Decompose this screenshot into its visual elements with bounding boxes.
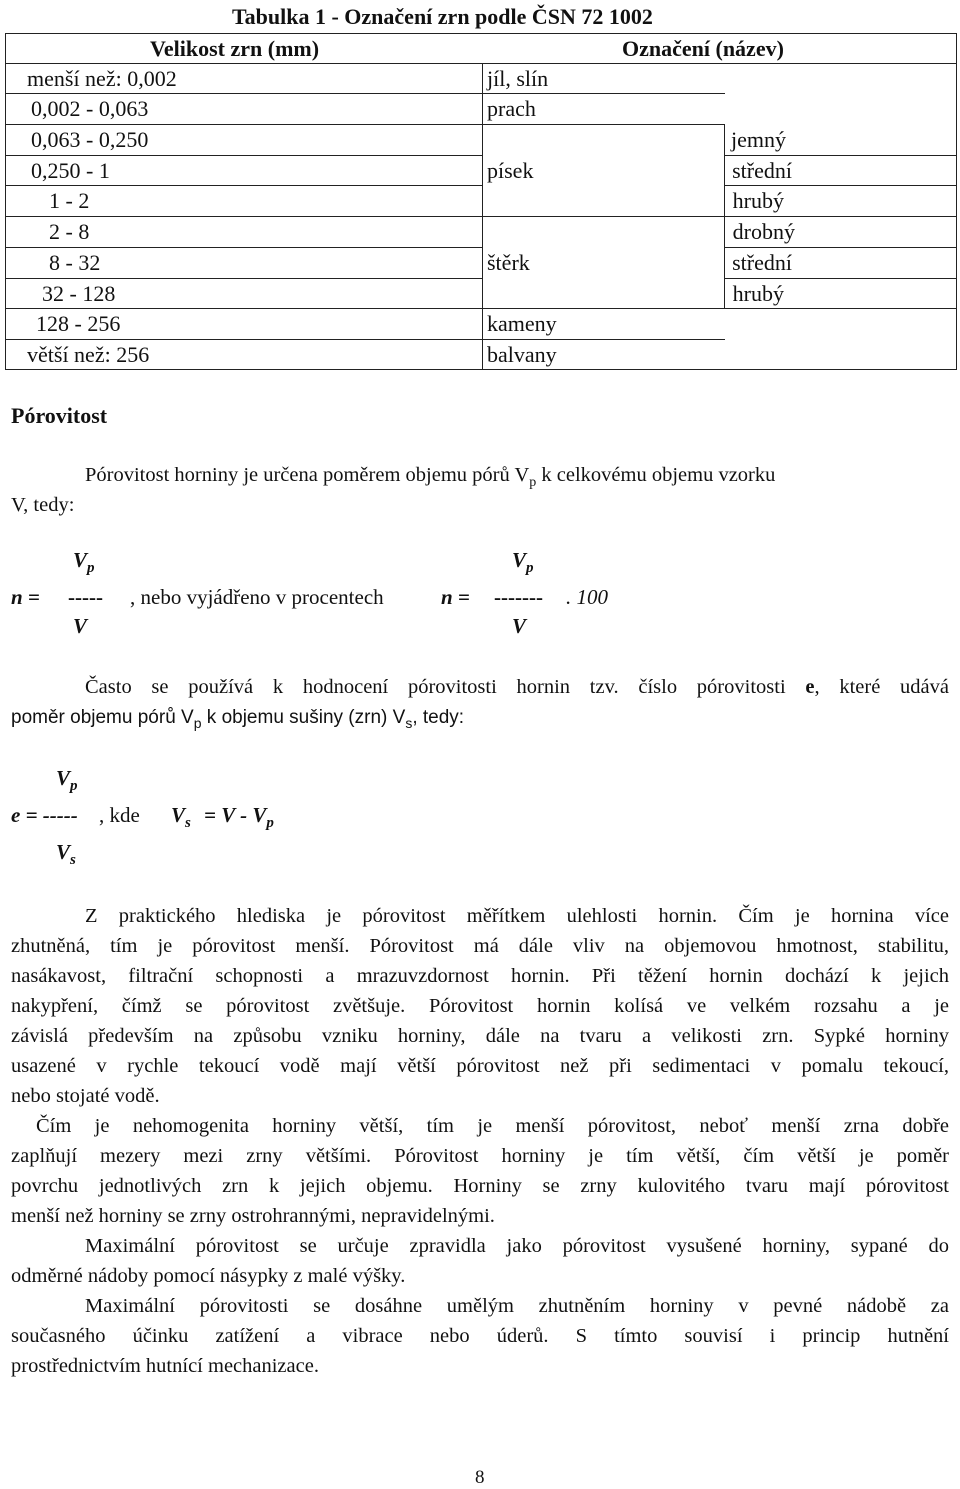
table-border-right	[956, 33, 957, 370]
table-border-row4	[5, 185, 483, 186]
intro-sub: p	[529, 475, 537, 491]
table-cell-sub: hrubý	[732, 281, 784, 306]
table-cell-size: menší než: 0,002	[27, 66, 177, 91]
table-title: Tabulka 1 - Označení zrn podle ČSN 72 1002	[232, 4, 653, 29]
paragraph-2-line: zaplňují mezery mezi zrny většími. Pórovitost horniny je tím větší, čím větší je poměr	[11, 1145, 949, 1167]
table-border-row6b	[725, 247, 957, 248]
table-border-row2	[5, 124, 725, 125]
table-cell-sub: drobný	[732, 219, 795, 244]
table-border-left	[5, 33, 6, 370]
table-cell-size: 2 - 8	[49, 219, 90, 244]
para-e-line-2: poměr objemu pórů $V_p$ k objemu sušiny (zrn) $V_s$, tedy:	[11, 707, 465, 731]
table-cell-name: prach	[487, 96, 536, 121]
paragraph-4-line: současného účinku zatížení a vibrace nebo úderů. S tímto souvisí i princip hutnění	[11, 1325, 949, 1347]
paragraph-1-line: nakypření, čímž se pórovitost zvětšuje. Pórovitost hornin kolísá ve velkém rozsahu a je	[11, 995, 949, 1017]
paragraph-1-line: Z praktického hlediska je pórovitost měřítkem ulehlosti hornin. Čím je hornina více	[85, 905, 949, 927]
paragraph-1-line: usazené v rychle tekoucí vodě mají větší pórovitost než při sedimentaci v pomalu tekoucí,	[11, 1055, 949, 1077]
table-cell-name: jíl, slín	[487, 66, 549, 91]
paragraph-1-line: zhutněná, tím je pórovitost menší. Pórovitost má dále vliv na objemovou hmotnost, stabilitu,	[11, 935, 949, 957]
table-border-top	[5, 33, 957, 34]
intro-text-a: Pórovitost horniny je určena poměrem objemu pórů V	[85, 464, 530, 486]
paragraph-3-line: odměrné nádoby pomocí násypky z malé výšky.	[11, 1265, 406, 1287]
formula1-middle: , nebo vyjádřeno v procentech	[130, 585, 384, 609]
table-border-row3	[5, 155, 483, 156]
table-border-row7	[5, 278, 483, 279]
table-cell-sub: hrubý	[732, 188, 784, 213]
formula1-lhs: n =	[11, 585, 40, 609]
table-border-bottom	[5, 369, 957, 370]
table-cell-size: 128 - 256	[36, 311, 121, 336]
table-col-divider-2	[724, 124, 725, 309]
table-border-row3b	[725, 155, 957, 156]
formula1-den1: V	[73, 614, 88, 638]
table-cell-name: kameny	[487, 311, 557, 336]
table-header-size: Velikost zrn (mm)	[150, 36, 320, 61]
paragraph-1-line: závislá především na způsobu vzniku horniny, dále na tvaru a velikosti zrn. Sypké horniny	[11, 1025, 949, 1047]
formula2-kde: , kde	[99, 803, 140, 827]
table-cell-name: štěrk	[487, 250, 530, 275]
intro-line-1	[85, 460, 775, 498]
formula2-lhs: e = -----	[11, 803, 78, 827]
body-text	[11, 901, 949, 1381]
table-cell-size: 0,002 - 0,063	[31, 96, 149, 121]
table-cell-name: písek	[487, 158, 534, 183]
table-border-row9	[5, 339, 725, 340]
table-border-row8	[5, 308, 957, 309]
table-cell-size: 8 - 32	[49, 250, 101, 275]
formula1-num2: $V_p$	[512, 548, 534, 577]
table-cell-size: 32 - 128	[42, 281, 116, 306]
table-cell-size: 0,250 - 1	[31, 158, 110, 183]
table-border-row4b	[725, 185, 957, 186]
paragraph-4-line: Maximální pórovitosti se dosáhne umělým zhutněním horniny v pevné nádobě za	[85, 1295, 949, 1317]
table-cell-size: 1 - 2	[49, 188, 90, 213]
formula1-tail: . 100	[566, 585, 608, 609]
paragraph-2-line: povrchu jednotlivých zrn k jejich objemu. Horniny se zrny kulovitého tvaru mají pórovitost	[11, 1175, 949, 1197]
paragraph-2-line: Čím je nehomogenita horniny větší, tím je menší pórovitost, neboť menší zrna dobře	[36, 1115, 949, 1137]
paragraph-1-line: nasákavost, filtrační schopnosti a mrazuvzdornost hornin. Při těžení hornin dochází k jejich	[11, 965, 949, 987]
intro-text-b: k celkovému objemu vzorku	[536, 464, 776, 486]
table-cell-name: balvany	[487, 342, 557, 367]
table-border-header	[5, 63, 957, 64]
table-col-divider-1	[482, 63, 483, 370]
table-cell-sub: střední	[732, 250, 792, 275]
table-border-row5	[5, 216, 957, 217]
formula2-vs: $V_s$	[171, 803, 191, 832]
table-border-row1	[5, 93, 725, 94]
paragraph-4-line: prostřednictvím hutnící mechanizace.	[11, 1355, 319, 1377]
formula1-num1: $V_p$	[73, 548, 95, 577]
page-number: 8	[475, 1467, 485, 1488]
paragraph-3-line: Maximální pórovitost se určuje zpravidla jako pórovitost vysušené horniny, sypané do	[85, 1235, 949, 1257]
formula1-bar1: -----	[68, 585, 103, 609]
formula2-den: $V_s$	[56, 840, 76, 869]
formula2-eq: = V - $V_p$	[204, 803, 274, 832]
table-cell-sub: jemný	[731, 127, 786, 152]
table-cell-size: 0,063 - 0,250	[31, 127, 149, 152]
para-e-line-1: Často se používá k hodnocení pórovitosti hornin tzv. číslo pórovitosti e, které udává	[85, 676, 950, 698]
formula1-bar2: -------	[494, 585, 543, 609]
formula2-num: $V_p$	[56, 766, 78, 795]
table-cell-sub: střední	[732, 158, 792, 183]
formula1-lhs2: n =	[441, 585, 470, 609]
intro-line-2: V, tedy:	[11, 494, 75, 516]
table-border-row6	[5, 247, 483, 248]
table-header-name: Označení (název)	[622, 36, 784, 61]
paragraph-1-line: nebo stojaté vodě.	[11, 1085, 160, 1107]
formula1-den2: V	[512, 614, 527, 638]
paragraph-2-line: menší než horniny se zrny ostrohrannými, nepravidelnými.	[11, 1205, 495, 1227]
section-title: Pórovitost	[11, 403, 108, 428]
table-cell-size: větší než: 256	[27, 342, 150, 367]
table-border-row7b	[725, 278, 957, 279]
